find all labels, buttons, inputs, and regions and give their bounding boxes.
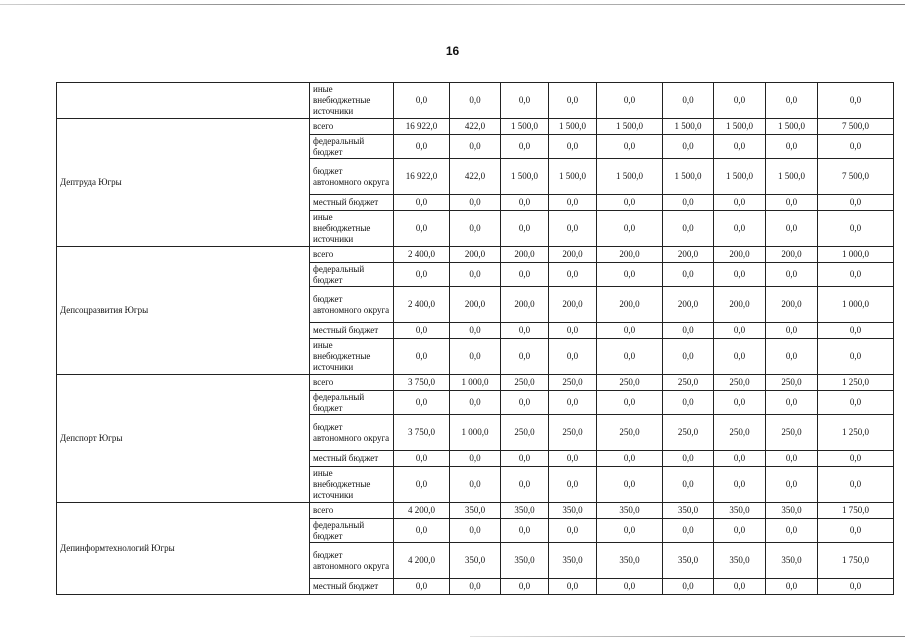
amount-cell: 0,0 <box>597 323 663 339</box>
amount-cell: 200,0 <box>766 247 818 263</box>
amount-cell: 350,0 <box>663 543 714 579</box>
amount-cell: 1 000,0 <box>818 287 894 323</box>
amount-cell: 350,0 <box>450 543 501 579</box>
amount-cell: 0,0 <box>549 135 597 159</box>
amount-cell: 0,0 <box>597 135 663 159</box>
amount-cell: 0,0 <box>766 323 818 339</box>
amount-cell: 0,0 <box>501 135 549 159</box>
funding-source-cell: иные внебюджетные источники <box>310 339 394 375</box>
amount-cell: 0,0 <box>394 451 450 467</box>
amount-cell: 0,0 <box>394 195 450 211</box>
amount-cell: 0,0 <box>501 83 549 119</box>
amount-cell: 0,0 <box>597 195 663 211</box>
amount-cell: 1 250,0 <box>818 375 894 391</box>
amount-cell: 0,0 <box>394 339 450 375</box>
amount-cell: 200,0 <box>549 247 597 263</box>
amount-cell: 7 500,0 <box>818 159 894 195</box>
amount-cell: 0,0 <box>549 467 597 503</box>
amount-cell: 0,0 <box>766 579 818 595</box>
amount-cell: 0,0 <box>597 467 663 503</box>
amount-cell: 4 200,0 <box>394 503 450 519</box>
amount-cell: 0,0 <box>663 211 714 247</box>
amount-cell: 0,0 <box>549 451 597 467</box>
amount-cell: 0,0 <box>450 83 501 119</box>
amount-cell: 1 500,0 <box>501 119 549 135</box>
amount-cell: 0,0 <box>714 519 766 543</box>
amount-cell: 0,0 <box>714 83 766 119</box>
funding-source-cell: бюджет автономного округа <box>310 543 394 579</box>
amount-cell: 0,0 <box>549 323 597 339</box>
amount-cell: 0,0 <box>818 467 894 503</box>
amount-cell: 0,0 <box>597 211 663 247</box>
amount-cell: 350,0 <box>597 543 663 579</box>
scan-edge-top <box>0 4 905 5</box>
amount-cell: 0,0 <box>501 579 549 595</box>
amount-cell: 1 250,0 <box>818 415 894 451</box>
amount-cell: 0,0 <box>597 391 663 415</box>
amount-cell: 0,0 <box>450 467 501 503</box>
funding-source-cell: всего <box>310 247 394 263</box>
amount-cell: 0,0 <box>663 83 714 119</box>
amount-cell: 0,0 <box>501 211 549 247</box>
amount-cell: 200,0 <box>501 287 549 323</box>
amount-cell: 0,0 <box>549 195 597 211</box>
amount-cell: 0,0 <box>714 195 766 211</box>
amount-cell: 0,0 <box>663 323 714 339</box>
amount-cell: 250,0 <box>597 375 663 391</box>
amount-cell: 200,0 <box>714 287 766 323</box>
funding-source-cell: бюджет автономного округа <box>310 415 394 451</box>
amount-cell: 0,0 <box>663 579 714 595</box>
amount-cell: 0,0 <box>549 519 597 543</box>
amount-cell: 0,0 <box>663 451 714 467</box>
amount-cell: 1 500,0 <box>714 119 766 135</box>
amount-cell: 200,0 <box>450 287 501 323</box>
amount-cell: 1 000,0 <box>450 375 501 391</box>
funding-source-cell: федеральный бюджет <box>310 263 394 287</box>
amount-cell: 0,0 <box>818 195 894 211</box>
amount-cell: 250,0 <box>663 415 714 451</box>
amount-cell: 7 500,0 <box>818 119 894 135</box>
amount-cell: 0,0 <box>549 339 597 375</box>
amount-cell: 0,0 <box>549 391 597 415</box>
amount-cell: 250,0 <box>714 415 766 451</box>
amount-cell: 0,0 <box>394 467 450 503</box>
amount-cell: 0,0 <box>394 579 450 595</box>
responsible-org-cell: Дептруда Югры <box>57 119 310 247</box>
amount-cell: 200,0 <box>766 287 818 323</box>
amount-cell: 0,0 <box>501 339 549 375</box>
table-row <box>57 119 894 135</box>
amount-cell: 0,0 <box>450 211 501 247</box>
amount-cell: 0,0 <box>766 135 818 159</box>
amount-cell: 1 500,0 <box>597 159 663 195</box>
amount-cell: 250,0 <box>663 375 714 391</box>
table-row <box>57 247 894 263</box>
amount-cell: 0,0 <box>394 135 450 159</box>
page-number: 16 <box>445 44 460 58</box>
amount-cell: 350,0 <box>714 503 766 519</box>
amount-cell: 2 400,0 <box>394 287 450 323</box>
amount-cell: 250,0 <box>766 415 818 451</box>
amount-cell: 0,0 <box>549 83 597 119</box>
amount-cell: 1 500,0 <box>714 159 766 195</box>
amount-cell: 1 750,0 <box>818 543 894 579</box>
amount-cell: 1 750,0 <box>818 503 894 519</box>
amount-cell: 1 500,0 <box>597 119 663 135</box>
funding-source-cell: федеральный бюджет <box>310 519 394 543</box>
responsible-org-cell: Депинформтехнологий Югры <box>57 503 310 595</box>
amount-cell: 0,0 <box>501 263 549 287</box>
table-row <box>57 503 894 519</box>
amount-cell: 200,0 <box>663 247 714 263</box>
amount-cell: 200,0 <box>714 247 766 263</box>
amount-cell: 0,0 <box>714 467 766 503</box>
amount-cell: 0,0 <box>597 339 663 375</box>
amount-cell: 250,0 <box>597 415 663 451</box>
amount-cell: 0,0 <box>818 579 894 595</box>
amount-cell: 0,0 <box>818 323 894 339</box>
amount-cell: 0,0 <box>549 579 597 595</box>
amount-cell: 0,0 <box>766 83 818 119</box>
amount-cell: 200,0 <box>450 247 501 263</box>
amount-cell: 0,0 <box>549 263 597 287</box>
funding-source-cell: местный бюджет <box>310 323 394 339</box>
amount-cell: 0,0 <box>818 83 894 119</box>
funding-source-cell: иные внебюджетные источники <box>310 211 394 247</box>
amount-cell: 3 750,0 <box>394 415 450 451</box>
amount-cell: 0,0 <box>501 467 549 503</box>
funding-source-cell: местный бюджет <box>310 579 394 595</box>
amount-cell: 0,0 <box>394 83 450 119</box>
amount-cell: 0,0 <box>597 83 663 119</box>
amount-cell: 250,0 <box>714 375 766 391</box>
amount-cell: 0,0 <box>394 391 450 415</box>
amount-cell: 0,0 <box>714 211 766 247</box>
amount-cell: 0,0 <box>714 451 766 467</box>
amount-cell: 0,0 <box>450 323 501 339</box>
amount-cell: 200,0 <box>597 287 663 323</box>
amount-cell: 350,0 <box>663 503 714 519</box>
amount-cell: 0,0 <box>818 391 894 415</box>
funding-source-cell: иные внебюджетные источники <box>310 83 394 119</box>
amount-cell: 350,0 <box>501 503 549 519</box>
amount-cell: 0,0 <box>714 579 766 595</box>
responsible-org-cell: Депспорт Югры <box>57 375 310 503</box>
amount-cell: 0,0 <box>549 211 597 247</box>
amount-cell: 0,0 <box>663 391 714 415</box>
amount-cell: 0,0 <box>663 339 714 375</box>
amount-cell: 0,0 <box>450 579 501 595</box>
amount-cell: 0,0 <box>818 211 894 247</box>
amount-cell: 250,0 <box>549 375 597 391</box>
amount-cell: 1 500,0 <box>663 159 714 195</box>
amount-cell: 350,0 <box>501 543 549 579</box>
amount-cell: 0,0 <box>714 135 766 159</box>
amount-cell: 1 500,0 <box>766 119 818 135</box>
amount-cell: 0,0 <box>450 195 501 211</box>
amount-cell: 350,0 <box>549 503 597 519</box>
amount-cell: 0,0 <box>818 135 894 159</box>
amount-cell: 200,0 <box>501 247 549 263</box>
amount-cell: 0,0 <box>501 451 549 467</box>
amount-cell: 0,0 <box>501 195 549 211</box>
amount-cell: 0,0 <box>766 519 818 543</box>
budget-table <box>56 82 894 595</box>
funding-source-cell: всего <box>310 503 394 519</box>
amount-cell: 0,0 <box>766 195 818 211</box>
amount-cell: 350,0 <box>450 503 501 519</box>
amount-cell: 0,0 <box>766 211 818 247</box>
amount-cell: 0,0 <box>394 211 450 247</box>
amount-cell: 2 400,0 <box>394 247 450 263</box>
amount-cell: 0,0 <box>818 263 894 287</box>
responsible-org-cell: Депсоцразвития Югры <box>57 247 310 375</box>
amount-cell: 0,0 <box>597 579 663 595</box>
amount-cell: 0,0 <box>450 263 501 287</box>
amount-cell: 4 200,0 <box>394 543 450 579</box>
amount-cell: 0,0 <box>394 519 450 543</box>
amount-cell: 250,0 <box>766 375 818 391</box>
amount-cell: 250,0 <box>501 415 549 451</box>
amount-cell: 0,0 <box>663 135 714 159</box>
amount-cell: 0,0 <box>818 451 894 467</box>
table-row <box>57 83 894 119</box>
amount-cell: 200,0 <box>549 287 597 323</box>
funding-source-cell: всего <box>310 119 394 135</box>
amount-cell: 0,0 <box>714 339 766 375</box>
amount-cell: 0,0 <box>766 263 818 287</box>
amount-cell: 0,0 <box>501 323 549 339</box>
amount-cell: 1 500,0 <box>549 159 597 195</box>
amount-cell: 422,0 <box>450 119 501 135</box>
funding-source-cell: местный бюджет <box>310 195 394 211</box>
budget-table-body <box>57 83 894 595</box>
amount-cell: 350,0 <box>597 503 663 519</box>
amount-cell: 0,0 <box>714 323 766 339</box>
amount-cell: 0,0 <box>450 391 501 415</box>
amount-cell: 1 000,0 <box>450 415 501 451</box>
amount-cell: 0,0 <box>394 323 450 339</box>
amount-cell: 1 500,0 <box>766 159 818 195</box>
funding-source-cell: иные внебюджетные источники <box>310 467 394 503</box>
amount-cell: 0,0 <box>663 519 714 543</box>
amount-cell: 1 500,0 <box>663 119 714 135</box>
amount-cell: 0,0 <box>818 339 894 375</box>
funding-source-cell: федеральный бюджет <box>310 135 394 159</box>
amount-cell: 0,0 <box>714 391 766 415</box>
amount-cell: 200,0 <box>663 287 714 323</box>
amount-cell: 0,0 <box>766 339 818 375</box>
amount-cell: 1 000,0 <box>818 247 894 263</box>
table-row <box>57 375 894 391</box>
funding-source-cell: федеральный бюджет <box>310 391 394 415</box>
amount-cell: 0,0 <box>450 451 501 467</box>
amount-cell: 0,0 <box>766 467 818 503</box>
amount-cell: 0,0 <box>714 263 766 287</box>
amount-cell: 422,0 <box>450 159 501 195</box>
amount-cell: 0,0 <box>501 391 549 415</box>
amount-cell: 0,0 <box>597 263 663 287</box>
amount-cell: 350,0 <box>766 503 818 519</box>
amount-cell: 1 500,0 <box>549 119 597 135</box>
amount-cell: 0,0 <box>501 519 549 543</box>
amount-cell: 0,0 <box>766 391 818 415</box>
amount-cell: 350,0 <box>714 543 766 579</box>
amount-cell: 200,0 <box>597 247 663 263</box>
funding-source-cell: всего <box>310 375 394 391</box>
amount-cell: 3 750,0 <box>394 375 450 391</box>
amount-cell: 350,0 <box>549 543 597 579</box>
amount-cell: 0,0 <box>450 135 501 159</box>
scan-edge-bottom <box>470 636 905 637</box>
amount-cell: 16 922,0 <box>394 159 450 195</box>
amount-cell: 0,0 <box>450 519 501 543</box>
amount-cell: 350,0 <box>766 543 818 579</box>
amount-cell: 0,0 <box>818 519 894 543</box>
funding-source-cell: местный бюджет <box>310 451 394 467</box>
amount-cell: 0,0 <box>766 451 818 467</box>
amount-cell: 16 922,0 <box>394 119 450 135</box>
responsible-org-cell <box>57 83 310 119</box>
amount-cell: 0,0 <box>663 263 714 287</box>
amount-cell: 0,0 <box>450 339 501 375</box>
amount-cell: 250,0 <box>549 415 597 451</box>
amount-cell: 0,0 <box>394 263 450 287</box>
funding-source-cell: бюджет автономного округа <box>310 159 394 195</box>
amount-cell: 0,0 <box>597 519 663 543</box>
amount-cell: 0,0 <box>663 195 714 211</box>
amount-cell: 0,0 <box>597 451 663 467</box>
amount-cell: 1 500,0 <box>501 159 549 195</box>
amount-cell: 0,0 <box>663 467 714 503</box>
funding-source-cell: бюджет автономного округа <box>310 287 394 323</box>
amount-cell: 250,0 <box>501 375 549 391</box>
